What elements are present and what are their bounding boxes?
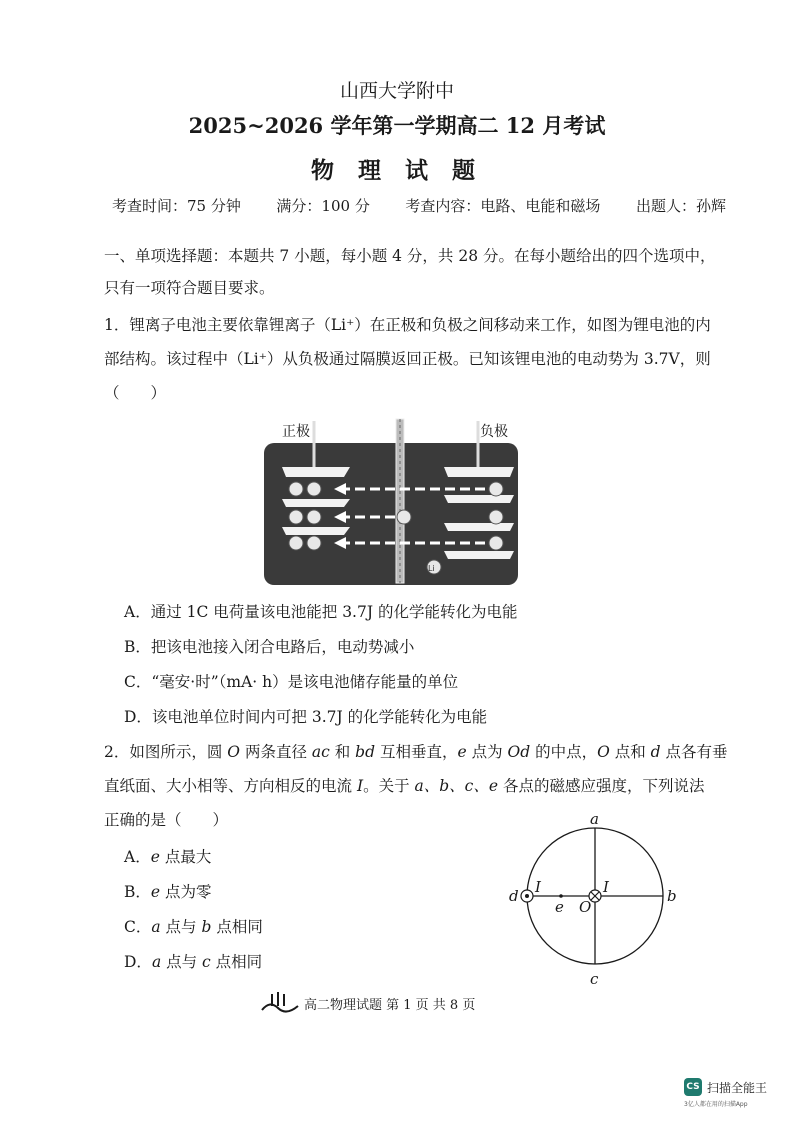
li-ion-icon <box>289 510 303 524</box>
label-positive: 正极 <box>282 424 310 440</box>
li-ion-icon <box>489 482 503 496</box>
school-name: 山西大学附中 <box>339 80 454 102</box>
label-I-center: I <box>603 878 609 896</box>
exam-author: 出题人：孙辉 <box>635 197 726 215</box>
li-ion-icon <box>289 482 303 496</box>
li-ion-icon <box>289 536 303 550</box>
q1-option-d: D．该电池单位时间内可把 3.7J 的化学能转化为电能 <box>124 708 488 726</box>
label-negative: 负极 <box>480 424 508 440</box>
label-I-left: I <box>535 878 541 896</box>
exam-time: 考查时间：75 分钟 <box>112 197 241 215</box>
q2-option-c: C．a 点与 b 点相同 <box>124 918 263 936</box>
li-ion-icon <box>397 510 411 524</box>
scanner-logo-icon: CS <box>684 1078 702 1096</box>
q1-stem-line2: 部结构。该过程中（Li⁺）从负极通过隔膜返回正极。已知该锂电池的电动势为 3.7V，则 <box>104 350 711 368</box>
label-O: O <box>579 898 592 916</box>
q2-stem-line3: 正确的是（ ） <box>104 811 229 829</box>
li-ion-icon <box>307 510 321 524</box>
scanner-title: 扫描全能王 <box>707 1080 768 1095</box>
section-instructions-line2: 只有一项符合题目要求。 <box>104 279 275 297</box>
label-b: b <box>667 887 677 905</box>
battery-diagram <box>264 443 518 585</box>
positive-plate <box>282 527 350 535</box>
exam-title: 2025~2026 学年第一学期高二 12 月考试 <box>188 113 606 138</box>
ion-label: Li <box>428 564 435 573</box>
label-a: a <box>590 810 599 828</box>
li-ion-icon <box>489 510 503 524</box>
q2-option-d: D．a 点与 c 点相同 <box>124 953 263 971</box>
battery-structure <box>264 421 518 573</box>
li-ion-icon <box>489 536 503 550</box>
circle-diagram <box>500 808 690 988</box>
negative-plate <box>444 467 514 477</box>
section-instructions-line1: 一、单项选择题：本题共 7 小题，每小题 4 分，共 28 分。在每小题给出的四个选项中， <box>104 247 716 265</box>
exam-info <box>112 195 726 216</box>
scanner-subtitle: 3亿人都在用的扫描App <box>684 1101 748 1108</box>
negative-plate <box>444 523 514 531</box>
q2-stem-line1: 2．如图所示，圆 O 两条直径 ac 和 bd 互相垂直，e 点为 Od 的中点，O 点和 d 点各有垂 <box>104 743 728 761</box>
q2-option-b: B．e 点为零 <box>124 883 212 901</box>
q2-option-a: A．e 点最大 <box>124 848 212 866</box>
q2-stem-line2: 直纸面、大小相等、方向相反的电流 I。关于 a、b、c、e 各点的磁感应强度，下列说法 <box>104 777 705 795</box>
q1-stem-line3: （ ） <box>104 384 167 402</box>
subject-title: 物 理 试 题 <box>310 157 484 184</box>
scanner-watermark <box>684 1078 767 1108</box>
negative-plate <box>444 551 514 559</box>
label-d: d <box>509 887 519 905</box>
arrow-icon <box>334 483 346 495</box>
label-e: e <box>555 898 564 916</box>
li-ion-icon <box>307 482 321 496</box>
positive-plate <box>282 499 350 507</box>
negative-plate <box>444 495 514 503</box>
q1-stem-line1: 1．锂离子电池主要依靠锂离子（Li⁺）在正极和负极之间移动来工作，如图为锂电池的内 <box>104 316 711 334</box>
q1-option-b: B．把该电池接入闭合电路后，电动势减小 <box>124 638 415 656</box>
signature-scribble <box>258 990 302 1016</box>
current-out-icon <box>521 890 533 902</box>
page-footer: 高二物理试题 第 1 页 共 8 页 <box>304 998 476 1013</box>
label-c: c <box>590 970 599 988</box>
arrow-icon <box>334 511 346 523</box>
exam-score: 满分：100 分 <box>276 197 370 215</box>
q1-option-a: A．通过 1C 电荷量该电池能把 3.7J 的化学能转化为电能 <box>124 603 518 621</box>
li-ion-icon <box>307 536 321 550</box>
positive-plate <box>282 467 350 477</box>
arrow-icon <box>334 537 346 549</box>
exam-content: 考查内容：电路、电能和磁场 <box>405 197 601 215</box>
q1-option-c: C．“毫安·时”（mA· h）是该电池储存能量的单位 <box>124 673 459 691</box>
